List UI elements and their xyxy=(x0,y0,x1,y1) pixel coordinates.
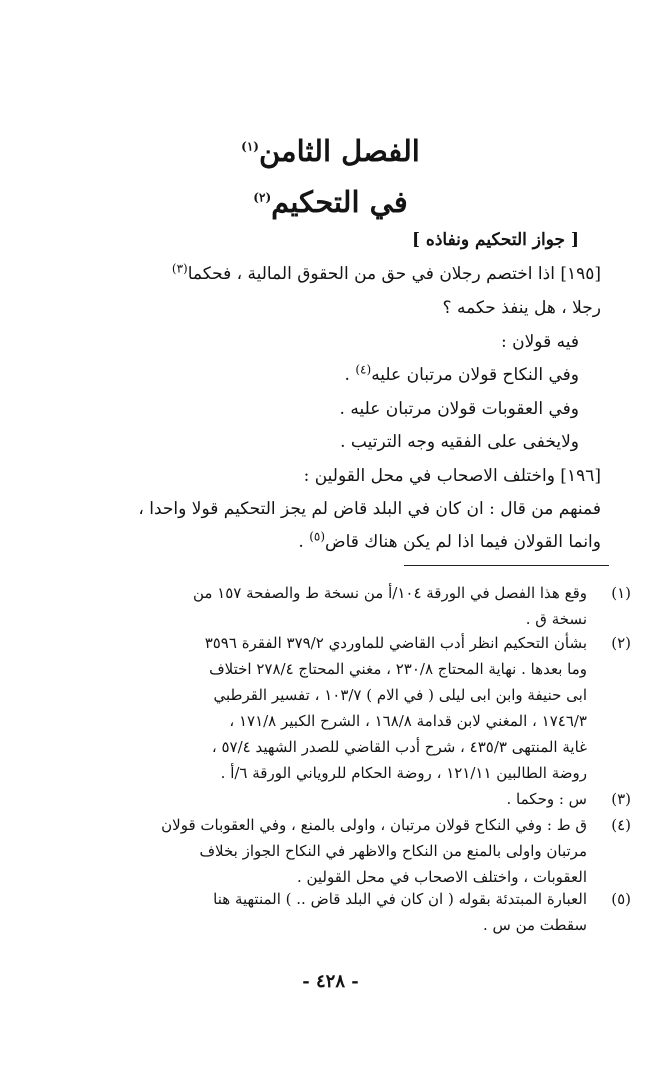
body-line: وفي العقوبات قولان مرتبان عليه . xyxy=(339,399,579,419)
footnote-number: (٥) xyxy=(611,890,631,908)
body-line: [١٩٥] اذا اختصم رجلان في حق من الحقوق المالية ، فحكما$^{(٣)}$ xyxy=(171,261,601,284)
footnote-number: (٢) xyxy=(611,634,631,652)
footnote-ref-1: (١) xyxy=(241,139,259,154)
body-line: [١٩٦] واختلف الاصحاب في محل القولين : xyxy=(303,466,601,486)
body-line: وانما القولان فيما اذا لم يكن هناك قاض$^{(٥)}$ . xyxy=(298,529,601,552)
footnote-ref-2: (٢) xyxy=(253,190,272,205)
footnote-number: (١) xyxy=(611,584,631,602)
footnote-number: (٤) xyxy=(611,816,631,834)
footnote: (٣) س : وحكما . xyxy=(38,786,631,812)
body-line: وفي النكاح قولان مرتبان عليه$^{(٤)}$ . xyxy=(344,362,579,385)
chapter-subtitle: في التحكيم$^{(٢)}$ xyxy=(253,185,408,219)
page-number: - ٤٢٨ - xyxy=(302,971,359,992)
footnote: (٢) بشأن التحكيم انظر أدب القاضي للماوردي ٣٧٩/٢ الفقرة ٣٥٩٦ وما بعدها . نهاية المحتاج ٢٣٠/٨ ، مغني المحتاج ٢٧٨/٤ اختلاف ابى حنيفة وابن ابى ليلى ( في الام ) ١٠٣/٧ ، تفسير القرطبي ١٧٤٦/٣ ، المغني لابن قدامة ١٦٨/٨ ، الشرح الكبير ١٧١/٨ ، غاية المنتهى ٤٣٥/٣ ، شرح أدب القاضي للصدر الشهيد ٥٧/٤ ، روضة الطالبين ١٢١/١١ ، روضة الحكام للروياني الورقة ٦/أ . xyxy=(38,630,631,786)
footnote-number: (٣) xyxy=(611,790,631,808)
footnote: (١) وقع هذا الفصل في الورقة ١٠٤/أ من نسخة ط والصفحة ١٥٧ من نسخة ق . xyxy=(38,580,631,632)
footnote-separator xyxy=(404,565,609,566)
footnote: (٥) العبارة المبتدئة بقوله ( ان كان في البلد قاض .. ) المنتهية هنا سقطت من س . xyxy=(38,886,631,938)
body-line: فيه قولان : xyxy=(501,332,579,352)
body-line: فمنهم من قال : ان كان في البلد قاض لم يجز التحكيم قولا واحدا ، xyxy=(138,499,601,519)
body-line: ولايخفى على الفقيه وجه الترتيب . xyxy=(340,432,579,452)
section-heading: [ جواز التحكيم ونفاذه ] xyxy=(411,230,579,250)
footnote: (٤) ق ط : وفي النكاح قولان مرتبان ، واولى بالمنع ، وفي العقوبات قولان مرتبان واولى بالمنع من النكاح والاظهر في النكاح الجواز بخلاف العقوبات ، واختلف الاصحاب في محل القولين . xyxy=(38,812,631,890)
body-line: رجلا ، هل ينفذ حكمه ؟ xyxy=(442,298,601,318)
chapter-title: الفصل الثامن$^{(١)}$ xyxy=(241,134,420,168)
